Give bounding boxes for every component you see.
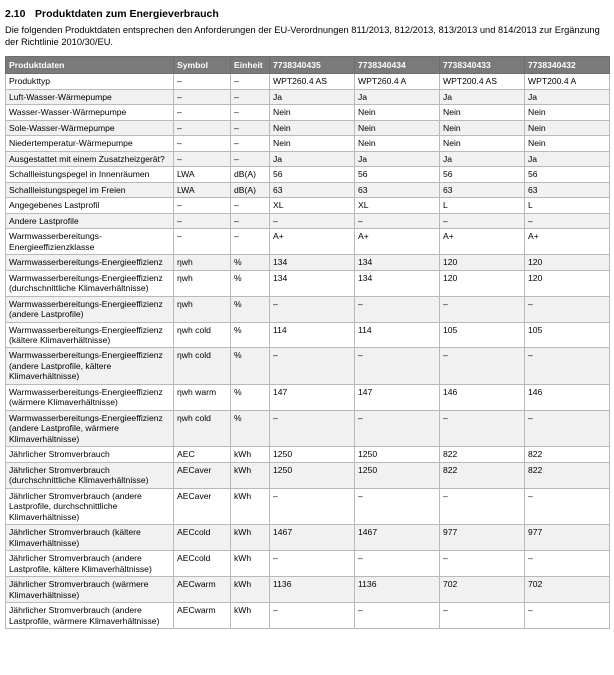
row-value-2: – — [355, 603, 440, 629]
row-value-1: – — [270, 551, 355, 577]
row-unit: – — [231, 213, 270, 228]
row-value-4: – — [525, 348, 610, 384]
row-value-2: 1136 — [355, 577, 440, 603]
row-value-1: 147 — [270, 384, 355, 410]
table-row — [6, 182, 610, 197]
row-value-2: – — [355, 213, 440, 228]
row-symbol: AECcold — [174, 525, 231, 551]
row-value-1: Nein — [270, 136, 355, 151]
table-header-row — [6, 56, 610, 73]
row-value-4: – — [525, 603, 610, 629]
row-unit: kWh — [231, 462, 270, 488]
row-value-2: XL — [355, 198, 440, 213]
table-row — [6, 384, 610, 410]
row-label: Jährlicher Stromverbrauch — [6, 447, 174, 462]
row-symbol: ηwh — [174, 270, 231, 296]
table-row — [6, 229, 610, 255]
row-value-1: – — [270, 603, 355, 629]
row-value-2: A+ — [355, 229, 440, 255]
row-value-1: 1250 — [270, 462, 355, 488]
row-unit: – — [231, 198, 270, 213]
row-value-1: 114 — [270, 322, 355, 348]
column-header-model-1: 7738340435 — [270, 56, 355, 73]
row-label: Warmwasserbereitungs-Energieeffizienz — [6, 255, 174, 270]
row-unit: dB(A) — [231, 182, 270, 197]
table-row — [6, 577, 610, 603]
row-value-2: 1467 — [355, 525, 440, 551]
row-unit: % — [231, 296, 270, 322]
row-value-1: – — [270, 296, 355, 322]
row-value-4: 63 — [525, 182, 610, 197]
row-value-3: L — [440, 198, 525, 213]
row-value-4: Nein — [525, 105, 610, 120]
row-value-1: – — [270, 213, 355, 228]
row-symbol: ηwh warm — [174, 384, 231, 410]
table-row — [6, 198, 610, 213]
column-header-model-3: 7738340433 — [440, 56, 525, 73]
table-row — [6, 89, 610, 104]
row-value-4: – — [525, 296, 610, 322]
row-label: Warmwasserbereitungs-Energieeffizienz (kältere Klimaverhältnisse) — [6, 322, 174, 348]
row-value-3: 120 — [440, 270, 525, 296]
row-unit: % — [231, 348, 270, 384]
row-symbol: – — [174, 89, 231, 104]
row-value-3: Nein — [440, 120, 525, 135]
row-value-1: 1136 — [270, 577, 355, 603]
row-label: Jährlicher Stromverbrauch (durchschnittliche Klimaverhältnisse) — [6, 462, 174, 488]
row-unit: kWh — [231, 488, 270, 524]
row-symbol: ηwh — [174, 296, 231, 322]
row-value-2: Nein — [355, 120, 440, 135]
row-value-2: – — [355, 296, 440, 322]
row-symbol: ηwh cold — [174, 322, 231, 348]
row-value-4: – — [525, 410, 610, 446]
table-row — [6, 270, 610, 296]
row-value-3: – — [440, 296, 525, 322]
row-label: Luft-Wasser-Wärmepumpe — [6, 89, 174, 104]
row-value-4: Ja — [525, 151, 610, 166]
row-value-3: – — [440, 348, 525, 384]
row-value-3: – — [440, 488, 525, 524]
row-value-2: – — [355, 410, 440, 446]
row-symbol: – — [174, 105, 231, 120]
product-data-table — [5, 56, 610, 629]
row-value-4: 105 — [525, 322, 610, 348]
row-value-4: – — [525, 213, 610, 228]
row-value-1: Nein — [270, 120, 355, 135]
row-unit: – — [231, 151, 270, 166]
table-row — [6, 255, 610, 270]
row-value-3: Nein — [440, 136, 525, 151]
row-unit: kWh — [231, 577, 270, 603]
row-unit: % — [231, 270, 270, 296]
row-unit: – — [231, 229, 270, 255]
row-value-4: 702 — [525, 577, 610, 603]
row-unit: kWh — [231, 525, 270, 551]
intro-paragraph: Die folgenden Produktdaten entsprechen den Anforderungen der EU-Verordnungen 811/2013, 812/2013, 813/2013 und 814/2013 zur Ergänzung der Richtlinie 2010/30/EU. — [5, 25, 600, 47]
table-row — [6, 322, 610, 348]
table-row — [6, 603, 610, 629]
row-value-3: 120 — [440, 255, 525, 270]
row-label: Warmwasserbereitungs-Energieeffizienz (andere Lastprofile, kältere Klimaverhältnisse) — [6, 348, 174, 384]
row-symbol: – — [174, 213, 231, 228]
row-value-3: – — [440, 410, 525, 446]
row-symbol: LWA — [174, 182, 231, 197]
table-row — [6, 120, 610, 135]
row-label: Warmwasserbereitungs-Energieeffizienz (durchschnittliche Klimaverhältnisse) — [6, 270, 174, 296]
row-value-2: Nein — [355, 105, 440, 120]
row-value-1: WPT260.4 AS — [270, 74, 355, 89]
row-symbol: AECaver — [174, 488, 231, 524]
row-label: Warmwasserbereitungs-Energieeffizienz (andere Lastprofile) — [6, 296, 174, 322]
row-label: Warmwasserbereitungs-Energieeffizienz (andere Lastprofile, wärmere Klimaverhältnisse) — [6, 410, 174, 446]
row-value-3: 822 — [440, 447, 525, 462]
row-label: Produkttyp — [6, 74, 174, 89]
row-symbol: AECcold — [174, 551, 231, 577]
row-label: Sole-Wasser-Wärmepumpe — [6, 120, 174, 135]
row-label: Jährlicher Stromverbrauch (andere Lastprofile, durchschnittliche Klimaverhältnisse) — [6, 488, 174, 524]
column-header-produktdaten: Produktdaten — [6, 56, 174, 73]
row-symbol: ηwh — [174, 255, 231, 270]
row-value-4: 977 — [525, 525, 610, 551]
row-value-1: 63 — [270, 182, 355, 197]
row-value-3: – — [440, 213, 525, 228]
row-value-4: WPT200.4 A — [525, 74, 610, 89]
table-row — [6, 151, 610, 166]
row-value-1: 134 — [270, 255, 355, 270]
row-unit: – — [231, 74, 270, 89]
row-label: Schallleistungspegel in Innenräumen — [6, 167, 174, 182]
row-label: Jährlicher Stromverbrauch (wärmere Klimaverhältnisse) — [6, 577, 174, 603]
row-value-1: 1250 — [270, 447, 355, 462]
row-symbol: AECwarm — [174, 603, 231, 629]
row-unit: % — [231, 384, 270, 410]
row-label: Jährlicher Stromverbrauch (andere Lastprofile, kältere Klimaverhältnisse) — [6, 551, 174, 577]
section-number: 2.10 — [5, 8, 26, 20]
row-value-2: Ja — [355, 89, 440, 104]
row-unit: – — [231, 105, 270, 120]
row-unit: – — [231, 89, 270, 104]
row-value-2: – — [355, 488, 440, 524]
row-value-1: – — [270, 488, 355, 524]
row-value-2: 134 — [355, 270, 440, 296]
row-value-4: Ja — [525, 89, 610, 104]
row-value-3: 63 — [440, 182, 525, 197]
row-label: Jährlicher Stromverbrauch (andere Lastprofile, wärmere Klimaverhältnisse) — [6, 603, 174, 629]
row-value-4: – — [525, 551, 610, 577]
row-label: Niedertemperatur-Wärmepumpe — [6, 136, 174, 151]
row-label: Andere Lastprofile — [6, 213, 174, 228]
row-unit: % — [231, 322, 270, 348]
row-value-2: Ja — [355, 151, 440, 166]
row-unit: kWh — [231, 551, 270, 577]
row-unit: % — [231, 410, 270, 446]
row-value-3: – — [440, 551, 525, 577]
row-label: Schallleistungspegel im Freien — [6, 182, 174, 197]
row-value-4: 56 — [525, 167, 610, 182]
row-value-3: – — [440, 603, 525, 629]
row-unit: – — [231, 136, 270, 151]
row-value-4: 146 — [525, 384, 610, 410]
row-value-2: 63 — [355, 182, 440, 197]
row-value-1: Ja — [270, 151, 355, 166]
row-value-4: Nein — [525, 136, 610, 151]
row-value-3: Ja — [440, 151, 525, 166]
row-value-1: 1467 — [270, 525, 355, 551]
row-symbol: AECaver — [174, 462, 231, 488]
row-value-3: 56 — [440, 167, 525, 182]
table-row — [6, 296, 610, 322]
row-value-4: L — [525, 198, 610, 213]
row-value-4: 120 — [525, 255, 610, 270]
row-value-1: – — [270, 348, 355, 384]
row-value-3: 146 — [440, 384, 525, 410]
table-row — [6, 447, 610, 462]
row-value-3: 105 — [440, 322, 525, 348]
table-row — [6, 136, 610, 151]
row-unit: kWh — [231, 603, 270, 629]
row-value-2: – — [355, 551, 440, 577]
row-value-2: Nein — [355, 136, 440, 151]
row-value-3: 822 — [440, 462, 525, 488]
row-value-2: 1250 — [355, 447, 440, 462]
table-body — [6, 74, 610, 629]
row-value-1: 56 — [270, 167, 355, 182]
column-header-einheit: Einheit — [231, 56, 270, 73]
row-symbol: – — [174, 120, 231, 135]
table-row — [6, 167, 610, 182]
row-value-3: 977 — [440, 525, 525, 551]
row-symbol: – — [174, 198, 231, 213]
table-row — [6, 74, 610, 89]
row-value-4: 822 — [525, 447, 610, 462]
row-label: Ausgestattet mit einem Zusatzheizgerät? — [6, 151, 174, 166]
row-symbol: AEC — [174, 447, 231, 462]
row-value-1: Ja — [270, 89, 355, 104]
row-value-2: 134 — [355, 255, 440, 270]
row-value-4: Nein — [525, 120, 610, 135]
row-value-1: XL — [270, 198, 355, 213]
row-symbol: ηwh cold — [174, 348, 231, 384]
row-value-4: – — [525, 488, 610, 524]
row-value-2: – — [355, 348, 440, 384]
table-row — [6, 410, 610, 446]
row-value-3: WPT200.4 AS — [440, 74, 525, 89]
table-row — [6, 525, 610, 551]
row-label: Angegebenes Lastprofil — [6, 198, 174, 213]
row-label: Jährlicher Stromverbrauch (kältere Klimaverhältnisse) — [6, 525, 174, 551]
column-header-model-2: 7738340434 — [355, 56, 440, 73]
row-symbol: – — [174, 74, 231, 89]
section-title: Produktdaten zum Energieverbrauch — [35, 8, 219, 20]
row-value-2: WPT260.4 A — [355, 74, 440, 89]
row-value-1: A+ — [270, 229, 355, 255]
row-symbol: LWA — [174, 167, 231, 182]
row-value-1: 134 — [270, 270, 355, 296]
row-symbol: AECwarm — [174, 577, 231, 603]
table-row — [6, 348, 610, 384]
row-value-3: A+ — [440, 229, 525, 255]
row-unit: % — [231, 255, 270, 270]
row-value-3: 702 — [440, 577, 525, 603]
row-unit: dB(A) — [231, 167, 270, 182]
table-row — [6, 105, 610, 120]
row-label: Warmwasserbereitungs-Energieeffizienz (wärmere Klimaverhältnisse) — [6, 384, 174, 410]
row-symbol: – — [174, 136, 231, 151]
row-value-2: 147 — [355, 384, 440, 410]
table-row — [6, 488, 610, 524]
row-value-2: 114 — [355, 322, 440, 348]
row-value-3: Nein — [440, 105, 525, 120]
row-value-1: Nein — [270, 105, 355, 120]
table-row — [6, 551, 610, 577]
column-header-model-4: 7738340432 — [525, 56, 610, 73]
table-row — [6, 462, 610, 488]
row-unit: kWh — [231, 447, 270, 462]
row-value-2: 56 — [355, 167, 440, 182]
row-value-4: 120 — [525, 270, 610, 296]
row-unit: – — [231, 120, 270, 135]
row-value-3: Ja — [440, 89, 525, 104]
row-symbol: – — [174, 151, 231, 166]
table-row — [6, 213, 610, 228]
section-heading — [5, 8, 609, 20]
row-label: Wasser-Wasser-Wärmepumpe — [6, 105, 174, 120]
row-value-2: 1250 — [355, 462, 440, 488]
row-value-1: – — [270, 410, 355, 446]
row-value-4: 822 — [525, 462, 610, 488]
row-symbol: ηwh cold — [174, 410, 231, 446]
row-value-4: A+ — [525, 229, 610, 255]
row-label: Warmwasserbereitungs-Energieeffizienzklasse — [6, 229, 174, 255]
column-header-symbol: Symbol — [174, 56, 231, 73]
row-symbol: – — [174, 229, 231, 255]
